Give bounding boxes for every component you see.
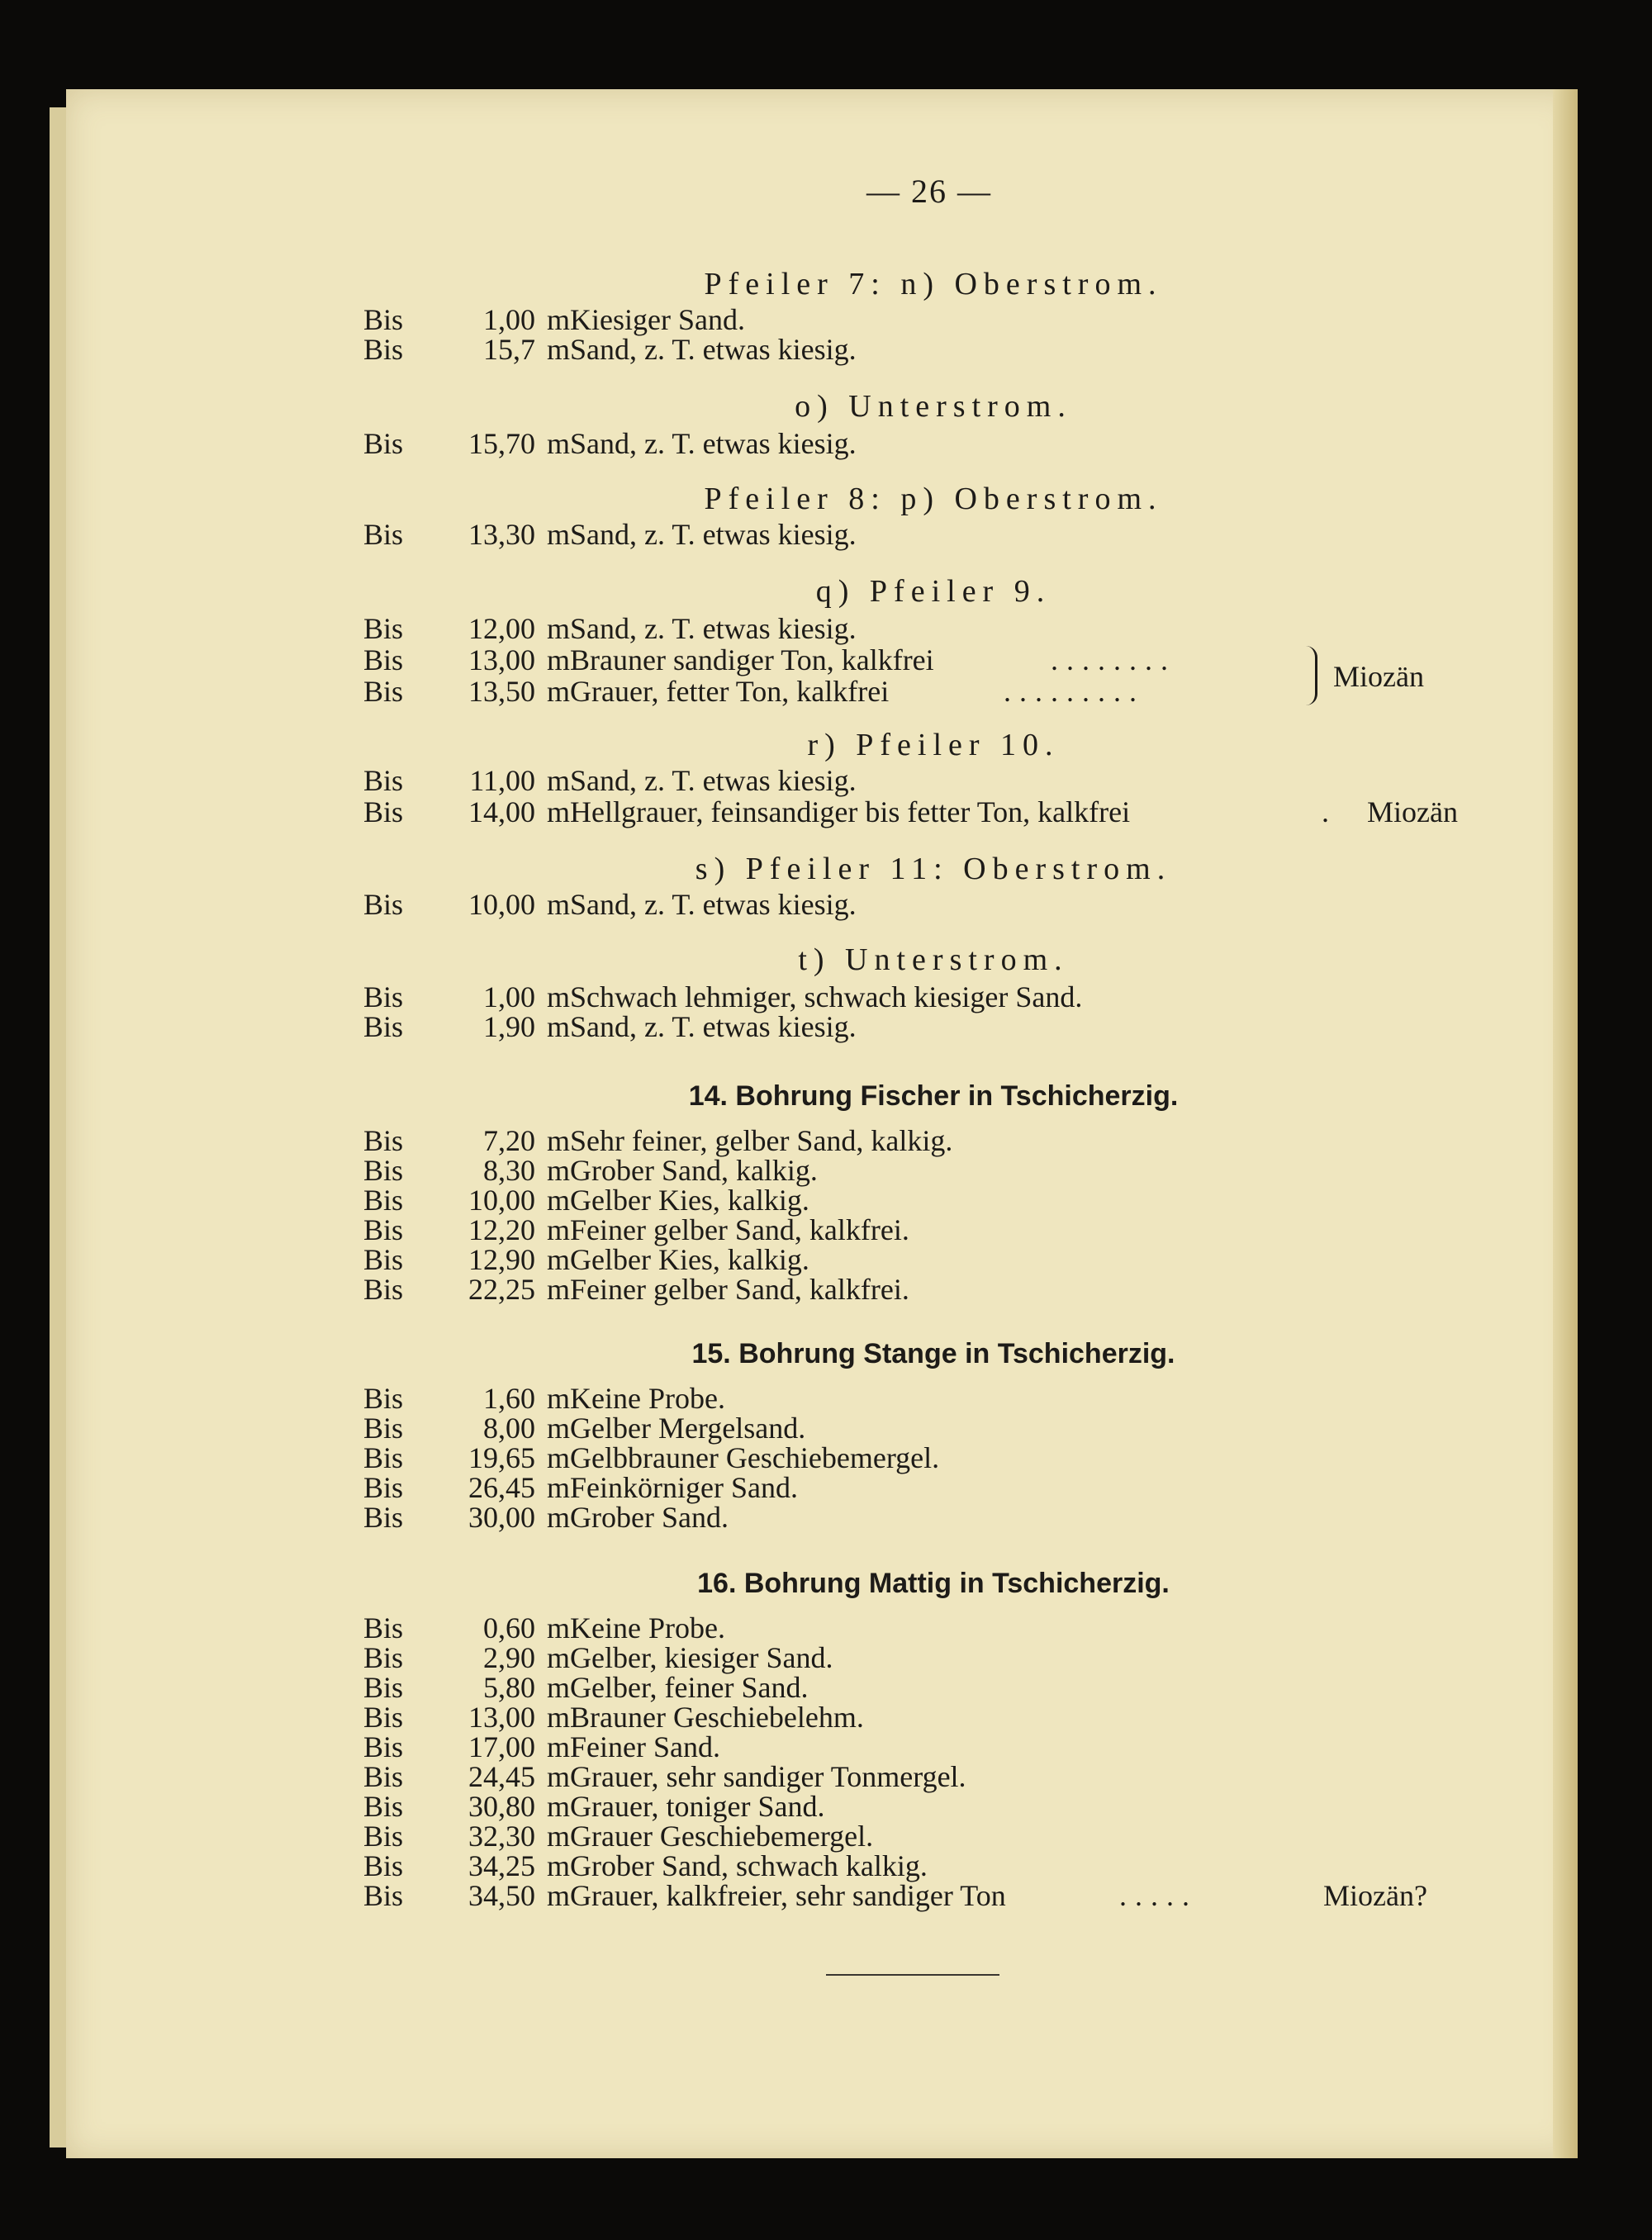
depth-value: 22,25 <box>468 1273 535 1306</box>
layer-description: Sand, z. T. etwas kiesig. <box>570 518 857 551</box>
unit-label: m <box>547 795 571 828</box>
leader-dots: ........ <box>1051 643 1176 676</box>
layer-description: Feinkörniger Sand. <box>570 1471 798 1504</box>
unit-label: m <box>547 1124 571 1157</box>
unit-label: m <box>547 1730 571 1763</box>
bis-label: Bis <box>363 518 404 551</box>
table-row <box>363 795 1487 828</box>
unit-label: m <box>547 643 571 676</box>
unit-label: m <box>547 1790 571 1823</box>
unit-label: m <box>547 1879 571 1912</box>
unit-label: m <box>547 1412 571 1445</box>
bis-label: Bis <box>363 1124 404 1157</box>
table-row <box>363 980 1487 1013</box>
table-row <box>363 1272 1487 1305</box>
bis-label: Bis <box>363 303 404 336</box>
depth-value: 8,00 <box>483 1412 535 1445</box>
layer-description: Sehr feiner, gelber Sand, kalkig. <box>570 1124 953 1157</box>
table-row <box>363 1500 1487 1533</box>
borehole-title: 16. Bohrung Mattig in Tschicherzig. <box>697 1568 1170 1599</box>
table-row <box>363 1381 1487 1414</box>
unit-label: m <box>547 1154 571 1187</box>
table-row <box>363 1730 1487 1763</box>
bis-label: Bis <box>363 1760 404 1793</box>
table-row <box>363 643 1487 676</box>
table-row <box>363 1440 1487 1474</box>
unit-label: m <box>547 1820 571 1853</box>
bis-label: Bis <box>363 1641 404 1674</box>
unit-label: m <box>547 1611 571 1644</box>
table-row <box>363 1213 1487 1246</box>
depth-value: 15,7 <box>483 333 535 366</box>
layer-description: Kiesiger Sand. <box>570 303 745 336</box>
table-row <box>363 332 1487 365</box>
depth-value: 1,00 <box>483 980 535 1013</box>
layer-description: Feiner gelber Sand, kalkfrei. <box>570 1213 909 1246</box>
unit-label: m <box>547 1010 571 1043</box>
depth-value: 0,60 <box>483 1611 535 1644</box>
unit-label: m <box>547 1213 571 1246</box>
table-row <box>363 302 1487 335</box>
bis-label: Bis <box>363 643 404 676</box>
layer-description: Gelbbrauner Geschiebemergel. <box>570 1441 940 1474</box>
layer-description: Schwach lehmiger, schwach kiesiger Sand. <box>570 980 1083 1013</box>
depth-value: 12,00 <box>468 612 535 645</box>
depth-value: 2,90 <box>483 1641 535 1674</box>
unit-label: m <box>547 427 571 460</box>
unit-label: m <box>547 764 571 797</box>
section-heading: s) Pfeiler 11: Oberstrom. <box>695 852 1172 886</box>
table-row <box>363 1411 1487 1444</box>
table-row <box>363 1640 1487 1673</box>
bis-label: Bis <box>363 1501 404 1534</box>
depth-value: 30,80 <box>468 1790 535 1823</box>
unit-label: m <box>547 980 571 1013</box>
depth-value: 24,45 <box>468 1760 535 1793</box>
depth-value: 34,25 <box>468 1849 535 1882</box>
page-number: — 26 — <box>866 173 992 210</box>
borehole-title: 14. Bohrung Fischer in Tschicherzig. <box>688 1080 1179 1112</box>
table-row <box>363 1242 1487 1275</box>
depth-value: 13,00 <box>468 643 535 676</box>
layer-description: Grauer Geschiebemergel. <box>570 1820 874 1853</box>
unit-label: m <box>547 612 571 645</box>
depth-value: 13,30 <box>468 518 535 551</box>
unit-label: m <box>547 1701 571 1734</box>
age-note: Miozän <box>1367 795 1458 828</box>
depth-value: 30,00 <box>468 1501 535 1534</box>
depth-value: 1,00 <box>483 303 535 336</box>
layer-description: Feiner Sand. <box>570 1730 720 1763</box>
bis-label: Bis <box>363 1730 404 1763</box>
layer-description: Grober Sand, schwach kalkig. <box>570 1849 928 1882</box>
table-row <box>363 763 1487 796</box>
bis-label: Bis <box>363 1412 404 1445</box>
curly-brace <box>1303 646 1317 705</box>
bis-label: Bis <box>363 427 404 460</box>
section-heading: o) Unterstrom. <box>795 389 1072 424</box>
layer-description: Hellgrauer, feinsandiger bis fetter Ton, kalkfrei <box>570 795 1131 828</box>
depth-value: 10,00 <box>468 888 535 921</box>
bis-label: Bis <box>363 1243 404 1276</box>
depth-value: 1,60 <box>483 1382 535 1415</box>
table-row <box>363 1470 1487 1503</box>
unit-label: m <box>547 1849 571 1882</box>
depth-value: 15,70 <box>468 427 535 460</box>
layer-description: Sand, z. T. etwas kiesig. <box>570 888 857 921</box>
bis-label: Bis <box>363 1790 404 1823</box>
bis-label: Bis <box>363 1611 404 1644</box>
bis-label: Bis <box>363 888 404 921</box>
table-row <box>363 1009 1487 1042</box>
unit-label: m <box>547 1760 571 1793</box>
table-row <box>363 1123 1487 1156</box>
layer-description: Sand, z. T. etwas kiesig. <box>570 612 857 645</box>
bis-label: Bis <box>363 1010 404 1043</box>
table-row <box>363 1153 1487 1186</box>
layer-description: Grober Sand, kalkig. <box>570 1154 818 1187</box>
table-row <box>363 1789 1487 1822</box>
unit-label: m <box>547 1471 571 1504</box>
layer-description: Brauner sandiger Ton, kalkfrei <box>570 643 934 676</box>
depth-value: 13,00 <box>468 1701 535 1734</box>
bis-label: Bis <box>363 980 404 1013</box>
layer-description: Brauner Geschiebelehm. <box>570 1701 864 1734</box>
unit-label: m <box>547 303 571 336</box>
bis-label: Bis <box>363 1820 404 1853</box>
bis-label: Bis <box>363 1471 404 1504</box>
layer-description: Grauer, sehr sandiger Tonmergel. <box>570 1760 966 1793</box>
bis-label: Bis <box>363 1701 404 1734</box>
bis-label: Bis <box>363 1382 404 1415</box>
layer-description: Gelber Kies, kalkig. <box>570 1243 809 1276</box>
layer-description: Gelber Kies, kalkig. <box>570 1184 809 1217</box>
bis-label: Bis <box>363 1273 404 1306</box>
unit-label: m <box>547 1382 571 1415</box>
layer-description: Grauer, toniger Sand. <box>570 1790 825 1823</box>
bis-label: Bis <box>363 1879 404 1912</box>
depth-value: 11,00 <box>469 764 535 797</box>
depth-value: 19,65 <box>468 1441 535 1474</box>
layer-description: Sand, z. T. etwas kiesig. <box>570 1010 857 1043</box>
table-row <box>363 1848 1487 1882</box>
borehole-title: 15. Bohrung Stange in Tschicherzig. <box>691 1338 1175 1369</box>
age-note: Miozän? <box>1323 1879 1427 1912</box>
table-row <box>363 1819 1487 1852</box>
book-spine <box>1553 89 1578 2158</box>
unit-label: m <box>547 1671 571 1704</box>
table-row <box>363 1759 1487 1792</box>
layer-description: Grober Sand. <box>570 1501 729 1534</box>
unit-label: m <box>547 1184 571 1217</box>
bis-label: Bis <box>363 764 404 797</box>
layer-description: Gelber, kiesiger Sand. <box>570 1641 833 1674</box>
unit-label: m <box>547 1273 571 1306</box>
table-row <box>363 674 1487 707</box>
depth-value: 10,00 <box>468 1184 535 1217</box>
leader-dots: ..... <box>1119 1879 1198 1912</box>
unit-label: m <box>547 1641 571 1674</box>
layer-description: Sand, z. T. etwas kiesig. <box>570 427 857 460</box>
layer-description: Gelber Mergelsand. <box>570 1412 806 1445</box>
unit-label: m <box>547 1441 571 1474</box>
unit-label: m <box>547 675 571 708</box>
depth-value: 12,20 <box>468 1213 535 1246</box>
table-row <box>363 517 1487 550</box>
layer-description: Grauer, fetter Ton, kalkfrei <box>570 675 890 708</box>
section-heading: Pfeiler 8: p) Oberstrom. <box>704 482 1163 516</box>
table-row <box>363 887 1487 920</box>
layer-description: Sand, z. T. etwas kiesig. <box>570 764 857 797</box>
leader-dots: ......... <box>1004 675 1145 708</box>
depth-value: 7,20 <box>483 1124 535 1157</box>
bis-label: Bis <box>363 795 404 828</box>
layer-description: Sand, z. T. etwas kiesig. <box>570 333 857 366</box>
leader-dots: . <box>1322 795 1337 828</box>
bis-label: Bis <box>363 1213 404 1246</box>
bis-label: Bis <box>363 612 404 645</box>
depth-value: 13,50 <box>468 675 535 708</box>
depth-value: 14,00 <box>468 795 535 828</box>
depth-value: 34,50 <box>468 1879 535 1912</box>
age-note: Miozän <box>1333 660 1424 693</box>
layer-description: Grauer, kalkfreier, sehr sandiger Ton <box>570 1879 1006 1912</box>
depth-value: 32,30 <box>468 1820 535 1853</box>
end-rule <box>826 1974 999 1976</box>
table-row <box>363 611 1487 644</box>
table-row <box>363 1700 1487 1733</box>
layer-description: Feiner gelber Sand, kalkfrei. <box>570 1273 909 1306</box>
depth-value: 17,00 <box>468 1730 535 1763</box>
depth-value: 26,45 <box>468 1471 535 1504</box>
table-row <box>363 1670 1487 1703</box>
layer-description: Keine Probe. <box>570 1611 725 1644</box>
depth-value: 12,90 <box>468 1243 535 1276</box>
table-row <box>363 1878 1487 1911</box>
bis-label: Bis <box>363 1154 404 1187</box>
table-row <box>363 426 1487 459</box>
unit-label: m <box>547 1243 571 1276</box>
section-heading: r) Pfeiler 10. <box>807 728 1060 762</box>
bis-label: Bis <box>363 1441 404 1474</box>
section-heading: q) Pfeiler 9. <box>815 574 1051 609</box>
depth-value: 1,90 <box>483 1010 535 1043</box>
bis-label: Bis <box>363 1184 404 1217</box>
unit-label: m <box>547 333 571 366</box>
depth-value: 8,30 <box>483 1154 535 1187</box>
unit-label: m <box>547 518 571 551</box>
unit-label: m <box>547 888 571 921</box>
bis-label: Bis <box>363 333 404 366</box>
unit-label: m <box>547 1501 571 1534</box>
bis-label: Bis <box>363 675 404 708</box>
section-heading: Pfeiler 7: n) Oberstrom. <box>704 267 1163 301</box>
layer-description: Keine Probe. <box>570 1382 725 1415</box>
depth-value: 5,80 <box>483 1671 535 1704</box>
layer-description: Gelber, feiner Sand. <box>570 1671 809 1704</box>
bis-label: Bis <box>363 1849 404 1882</box>
table-row <box>363 1611 1487 1644</box>
section-heading: t) Unterstrom. <box>798 942 1069 977</box>
table-row <box>363 1183 1487 1216</box>
bis-label: Bis <box>363 1671 404 1704</box>
